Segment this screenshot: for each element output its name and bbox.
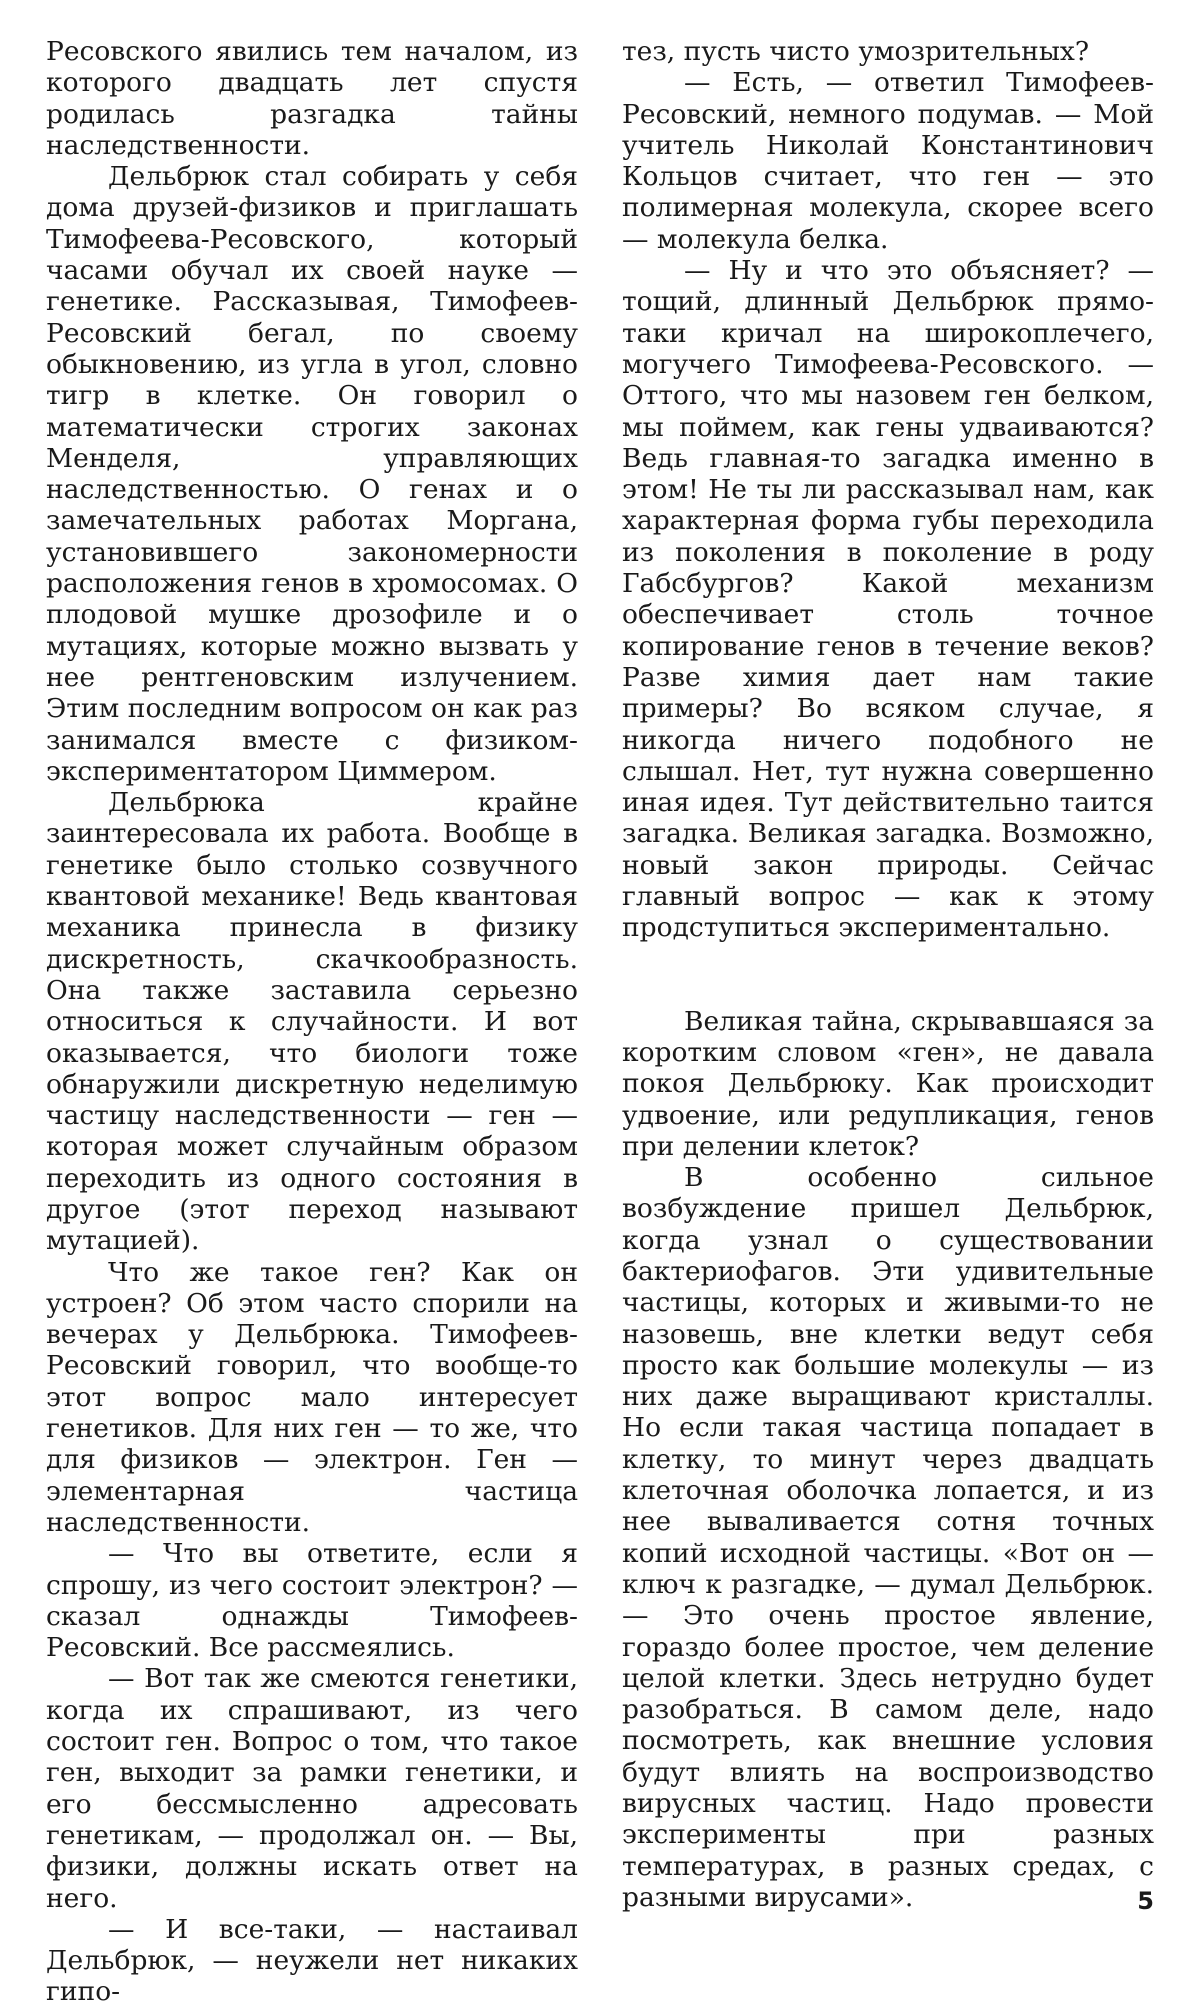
left-text-column — [46, 36, 578, 2008]
paragraph: Что же такое ген? Как он устроен? Об этом часто спорили на вечерах у Дельбрюка. Тимофеев-Ресовский говорил, что вообще-то этот вопрос мало интересует генетиков. Для них ген — то же, что для физиков — электрон. Ген — элементарная частица наследственности. — [46, 1256, 578, 1538]
paragraph: — Ну и что это объясняет? — тощий, длинный Дельбрюк прямо-таки кричал на широкоплечего, могучего Тимофеева-Ресовского. — Оттого, что мы назовем ген белком, мы поймем, как гены удваиваются? Ведь главная-то загадка именно в этом! Не ты ли рассказывал нам, как характерная форма губы переходила из поколения в поколение в роду Габсбургов? Какой механизм обеспечивает столь точное копирование генов в течение веков? Разве химия дает нам такие примеры? Во всяком случае, я никогда ничего подобного не слышал. Нет, тут нужна совершенно иная идея. Тут действительно таится загадка. Великая загадка. Возможно, новый закон природы. Сейчас главный вопрос — как к этому продступиться экспериментально. — [622, 255, 1154, 944]
paragraph: — Что вы ответите, если я спрошу, из чего состоит электрон? — сказал однажды Тимофеев-Ресовский. Все рассмеялись. — [46, 1538, 578, 1664]
paragraph: тез, пусть чисто умозрительных? — [622, 36, 1090, 67]
paragraph: Великая тайна, скрывавшаяся за коротким словом «ген», не давала покоя Дельбрюку. Как происходит удвоение, или редупликация, генов при делении клеток? — [622, 1005, 1154, 1162]
paragraph: В особенно сильное возбуждение пришел Дельбрюк, когда узнал о существовании бактериофагов. Эти удивительные частицы, которых и живыми-то не назовешь, вне клетки ведут себя просто как большие молекулы — из них даже выращивают кристаллы. Но если такая частица попадает в клетку, то минут через двадцать клеточная оболочка лопается, и из нее вываливается сотня точных копий исходной частицы. «Вот он — ключ к разгадке, — думал Дельбрюк. — Это очень простое явление, гораздо более простое, чем деление целой клетки. Здесь нетрудно будет разобраться. В самом деле, надо посмотреть, как внешние условия будут влиять на воспроизводство вирусных частиц. Надо провести эксперименты при разных температурах, в разных средах, с разными вирусами». — [622, 1162, 1154, 1913]
paragraph: — Вот так же смеются генетики, когда их спрашивают, из чего состоит ген. Вопрос о том, что такое ген, выходит за рамки генетики, и его бессмысленно адресовать генетикам, — продолжал он. — Вы, физики, должны искать ответ на него. — [46, 1663, 578, 1914]
paragraph: Ресовского явились тем началом, из которого двадцать лет спустя родилась разгадка тайны наследственности. — [46, 36, 578, 161]
paragraph: Дельбрюка крайне заинтересовала их работа. Вообще в генетике было столько созвучного квантовой механике! Ведь квантовая механика принесла в физику дискретность, скачкообразность. Она также заставила серьезно относиться к случайности. И вот оказывается, что биологи тоже обнаружили дискретную неделимую частицу наследственности — ген — которая может случайным образом переходить из одного состояния в другое (этот переход называют мутацией). — [46, 787, 578, 1257]
paragraph: — И все-таки, — настаивал Дельбрюк, — неужели нет никаких гипо- — [46, 1913, 578, 2008]
paragraph: Дельбрюк стал собирать у себя дома друзей-физиков и приглашать Тимофеева-Ресовского, который часами обучал их своей науке — генетике. Рассказывая, Тимофеев-Ресовский бегал, по своему обыкновению, из угла в угол, словно тигр в клетке. Он говорил о математически строгих законах Менделя, управляющих наследственностью. О генах и о замечательных работах Моргана, установившего закономерности расположения генов в хромосомах. О плодовой мушке дрозофиле и о мутациях, которые можно вызвать у нее рентгеновским излучением. Этим последним вопросом он как раз занимался вместе с физиком-экспериментатором Циммером. — [46, 161, 578, 787]
page-number: 5 — [1137, 1887, 1154, 1915]
paragraph: — Есть, — ответил Тимофеев-Ресовский, немного подумав. — Мой учитель Николай Константинович Кольцов считает, что ген — это полимерная молекула, скорее всего — молекула белка. — [622, 67, 1154, 255]
right-text-column — [622, 36, 1154, 1913]
